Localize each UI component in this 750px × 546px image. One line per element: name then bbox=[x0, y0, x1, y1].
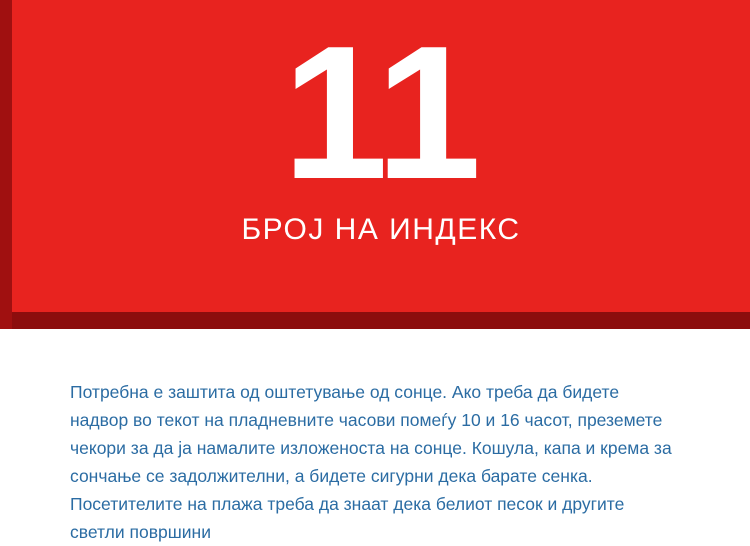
uv-index-value: 11 bbox=[282, 7, 480, 219]
sun-protection-advice-text: Потребна е заштита од оштетување од сонце. Ако треба да бидете надвор во текот на пладневните часови помеѓу 10 и 16 часот, преземете чекори за да ја намалите изложеноста на сонце. Кошула, капа и крема за сончање се задолжителни, а бидете сигурни дека барате сенка. Посетителите на плажа треба да знаат дека белиот песок и другите светли површини bbox=[70, 382, 672, 542]
banner-bottom-edge bbox=[12, 312, 750, 329]
left-edge-strip bbox=[0, 0, 12, 329]
uv-index-caption: БРОЈ НА ИНДЕКС bbox=[241, 213, 521, 246]
uv-index-banner bbox=[12, 0, 750, 312]
